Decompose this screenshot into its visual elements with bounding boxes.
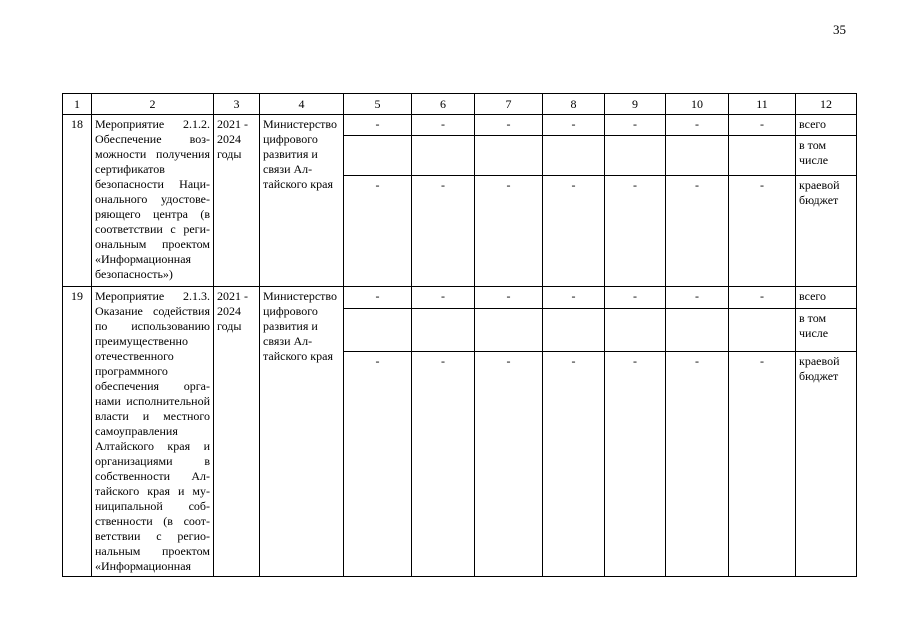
total-value: - [475, 287, 543, 309]
funding-label-budget: краевой бюджет [796, 352, 857, 577]
total-value: - [543, 115, 605, 136]
funding-label-including: в том числе [796, 309, 857, 352]
budget-value: - [412, 176, 475, 287]
column-header: 4 [260, 94, 344, 115]
table-row [63, 115, 857, 136]
total-value: - [344, 115, 412, 136]
funding-label-total: всего [796, 287, 857, 309]
budget-value: - [344, 176, 412, 287]
column-header: 9 [605, 94, 666, 115]
budget-value: - [666, 352, 729, 577]
column-header: 3 [214, 94, 260, 115]
budget-value: - [412, 352, 475, 577]
page-number: 35 [833, 22, 846, 37]
total-value: - [412, 287, 475, 309]
budget-value: - [543, 352, 605, 577]
total-value: - [344, 287, 412, 309]
column-header: 1 [63, 94, 92, 115]
activity-period: 2021 - 2024 годы [214, 115, 260, 287]
column-header: 10 [666, 94, 729, 115]
budget-value: - [475, 176, 543, 287]
budget-value: - [729, 352, 796, 577]
funding-label-including: в том числе [796, 136, 857, 176]
total-value: - [543, 287, 605, 309]
funding-label-total: всего [796, 115, 857, 136]
column-header: 8 [543, 94, 605, 115]
column-header: 11 [729, 94, 796, 115]
total-value: - [412, 115, 475, 136]
column-header: 5 [344, 94, 412, 115]
activity-description: Мероприятие 2.1.2. Обеспечение возможности получения сертификатов безопасности Национального удостоверяющего центра (в соответствии с региональным проектом «Информационная безопасность») [92, 115, 214, 287]
activity-executor: Министерство цифрового развития и связи Алтайского края [260, 115, 344, 287]
row-index: 18 [63, 115, 92, 287]
row-index: 19 [63, 287, 92, 577]
total-value: - [475, 115, 543, 136]
activity-description: Мероприятие 2.1.3. Оказание содействия по использованию преимущественно отечественного программного обеспечения органами исполнительной власти и местного самоуправления Алтайского края и организациями в собственности Алтайского края и муниципальной собственности (в соответствии с региональным проектом «Информационная [92, 287, 214, 577]
total-value: - [666, 287, 729, 309]
activity-period: 2021 - 2024 годы [214, 287, 260, 577]
budget-value: - [729, 176, 796, 287]
total-value: - [666, 115, 729, 136]
column-header: 6 [412, 94, 475, 115]
program-activities-table [62, 93, 857, 577]
column-header: 2 [92, 94, 214, 115]
total-value: - [605, 287, 666, 309]
activity-executor: Министерство цифрового развития и связи Алтайского края [260, 287, 344, 577]
header-row [63, 94, 857, 115]
total-value: - [605, 115, 666, 136]
budget-value: - [666, 176, 729, 287]
table-row [63, 287, 857, 309]
budget-value: - [344, 352, 412, 577]
budget-value: - [543, 176, 605, 287]
column-header: 12 [796, 94, 857, 115]
budget-value: - [475, 352, 543, 577]
budget-value: - [605, 176, 666, 287]
column-header: 7 [475, 94, 543, 115]
budget-value: - [605, 352, 666, 577]
total-value: - [729, 287, 796, 309]
total-value: - [729, 115, 796, 136]
funding-label-budget: краевой бюджет [796, 176, 857, 287]
